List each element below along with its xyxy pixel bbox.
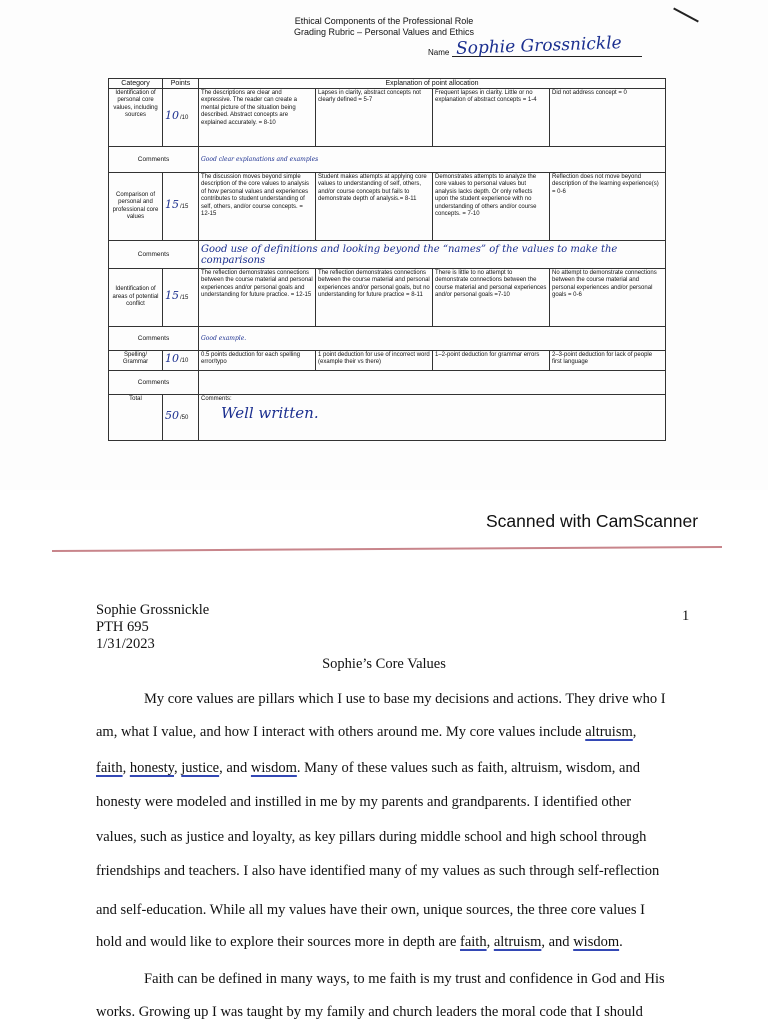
text-span: . bbox=[619, 934, 623, 950]
rubric-header-row bbox=[109, 79, 666, 89]
camscanner-watermark: Scanned with CamScanner bbox=[486, 511, 699, 531]
text-span: hold and would like to explore their sources more in depth are bbox=[96, 934, 461, 950]
criteria-cell: The descriptions are clear and expressive. The reader can create a mental picture of the situation being described. Abstract concepts are explained accurately. = 8-10 bbox=[199, 89, 316, 147]
header-date: 1/31/2023 bbox=[96, 636, 155, 652]
score-max: /10 bbox=[180, 115, 189, 122]
score-max: /15 bbox=[180, 295, 189, 302]
points-cell bbox=[163, 173, 199, 241]
score-handwritten: 10 bbox=[165, 109, 179, 123]
points-cell bbox=[163, 89, 199, 147]
essay-line: values, such as justice and loyalty, as key pillars during middle school and high school through bbox=[96, 829, 647, 845]
name-label: Name bbox=[428, 48, 450, 57]
points-cell bbox=[163, 395, 199, 441]
header-points: Points bbox=[163, 79, 199, 89]
underlined-word: faith bbox=[460, 934, 487, 950]
essay-line: and self-education. While all my values have their own, unique sources, the three core values I bbox=[96, 902, 645, 918]
criteria-cell: Student makes attempts at applying core values to understanding of self, others, and/or course concepts but fails to demonstrate depth of analysis.= 8-11 bbox=[316, 173, 433, 241]
text-span: , bbox=[122, 760, 130, 776]
essay-line bbox=[96, 724, 636, 741]
essay-line: works. Growing up I was taught by my family and church leaders the moral code that I should bbox=[96, 1004, 643, 1020]
text-span: , and bbox=[541, 934, 574, 950]
total-comment-handwritten: Well written. bbox=[221, 404, 319, 423]
text-span: am, what I value, and how I interact with others around me. My core values include bbox=[96, 724, 586, 740]
comments-label: Comments bbox=[109, 241, 199, 269]
category-cell: Spelling/ Grammar bbox=[109, 351, 163, 371]
comments-row bbox=[109, 147, 666, 173]
underlined-word: honesty bbox=[129, 760, 174, 776]
underlined-word: altruism bbox=[493, 934, 542, 950]
essay-title: Sophie’s Core Values bbox=[322, 656, 446, 672]
text-span: . Many of these values such as faith, altruism, wisdom, and bbox=[296, 760, 640, 776]
criteria-cell: Reflection does not move beyond description of the learning experience(s) = 0-6 bbox=[550, 173, 666, 241]
rubric-row-core-values bbox=[109, 89, 666, 147]
student-name-handwritten: Sophie Grossnickle bbox=[455, 33, 623, 59]
score-handwritten: 10 bbox=[165, 352, 179, 366]
criteria-cell: Frequent lapses in clarity. Little or no explanation of abstract concepts = 1-4 bbox=[433, 89, 550, 147]
score-max: /10 bbox=[180, 358, 189, 365]
score-handwritten: 50 bbox=[165, 409, 179, 423]
comment-handwritten: Good clear explanations and examples bbox=[199, 147, 666, 173]
rubric-row-spelling bbox=[109, 351, 666, 371]
score-max: /15 bbox=[180, 204, 189, 211]
total-label: Total bbox=[109, 395, 163, 441]
scanned-rubric-page bbox=[0, 0, 768, 490]
rubric-title bbox=[0, 16, 768, 38]
text-span: , and bbox=[219, 760, 251, 776]
header-course: PTH 695 bbox=[96, 619, 149, 635]
category-cell: Comparison of personal and professional core values bbox=[109, 173, 163, 241]
points-cell bbox=[163, 269, 199, 327]
underlined-word: altruism bbox=[585, 724, 633, 740]
score-handwritten: 15 bbox=[165, 289, 179, 303]
header-category: Category bbox=[109, 79, 163, 89]
score-max: /50 bbox=[180, 415, 189, 422]
underlined-word: wisdom bbox=[573, 934, 620, 950]
rubric-row-comparison bbox=[109, 173, 666, 241]
criteria-cell: The discussion moves beyond simple description of the core values to analysis of how personal values and experiences contributes to student understanding of self, others, and/or course concepts. = 12-15 bbox=[199, 173, 316, 241]
rubric-title-line2: Grading Rubric – Personal Values and Ethics bbox=[294, 27, 474, 37]
essay-line bbox=[96, 760, 640, 777]
essay-line: friendships and teachers. I also have identified many of my values as such through self-reflection bbox=[96, 863, 660, 879]
essay-line bbox=[96, 934, 623, 951]
rubric-row-conflict bbox=[109, 269, 666, 327]
comments-row bbox=[109, 241, 666, 269]
essay-page bbox=[0, 552, 768, 1024]
comment-handwritten bbox=[199, 371, 666, 395]
underlined-word: wisdom bbox=[250, 760, 297, 776]
criteria-cell: No attempt to demonstrate connections between the course material and personal experiences and/or personal goals = 0-6 bbox=[550, 269, 666, 327]
criteria-cell: There is little to no attempt to demonstrate connections between the course material and personal experiences and/or personal goals =7-10 bbox=[433, 269, 550, 327]
underlined-word: justice bbox=[181, 760, 220, 776]
comments-label: Comments bbox=[109, 327, 199, 351]
criteria-cell: 2–3-point deduction for lack of people first language bbox=[550, 351, 666, 371]
category-cell: Identification of personal core values, including sources bbox=[109, 89, 163, 147]
header-explanation: Explanation of point allocation bbox=[199, 79, 666, 89]
comments-row bbox=[109, 327, 666, 351]
comment-handwritten: Good use of definitions and looking beyond the “names” of the values to make the comparisons bbox=[199, 241, 666, 269]
text-span: , bbox=[632, 724, 637, 740]
comments-label: Comments bbox=[109, 371, 199, 395]
underlined-word: faith bbox=[96, 760, 123, 776]
points-cell bbox=[163, 351, 199, 371]
criteria-cell: 0.5 points deduction for each spelling error/typo bbox=[199, 351, 316, 371]
rubric-row-total bbox=[109, 395, 666, 441]
header-name: Sophie Grossnickle bbox=[96, 602, 210, 618]
criteria-cell: 1–2-point deduction for grammar errors bbox=[433, 351, 550, 371]
text-span: , bbox=[174, 760, 182, 776]
criteria-cell: Did not address concept = 0 bbox=[550, 89, 666, 147]
comments-row bbox=[109, 371, 666, 395]
total-comments-cell bbox=[199, 395, 666, 441]
category-cell: Identification of areas of potential conflict bbox=[109, 269, 163, 327]
total-comments-label: Comments: bbox=[201, 396, 232, 402]
rubric-title-line1: Ethical Components of the Professional Role bbox=[294, 16, 474, 26]
text-span: , bbox=[486, 934, 494, 950]
criteria-cell: Demonstrates attempts to analyze the core values to personal values but analysis lacks depth. Or only reflects upon the student experience with no understanding of others and/or course concepts. = 7-10 bbox=[433, 173, 550, 241]
essay-line: Faith can be defined in many ways, to me faith is my trust and confidence in God and His bbox=[144, 971, 665, 987]
criteria-cell: The reflection demonstrates connections between the course material and personal experiences and/or personal goals and understanding for future practice. = 12-15 bbox=[199, 269, 316, 327]
page-number: 1 bbox=[682, 608, 690, 624]
comment-handwritten: Good example. bbox=[199, 327, 666, 351]
comments-label: Comments bbox=[109, 147, 199, 173]
score-handwritten: 15 bbox=[165, 198, 179, 212]
criteria-cell: Lapses in clarity, abstract concepts not clearly defined = 5-7 bbox=[316, 89, 433, 147]
criteria-cell: The reflection demonstrates connections between the course material and personal experiences and/or personal goals, but no understanding for future practice = 8-11 bbox=[316, 269, 433, 327]
grading-rubric-table bbox=[108, 78, 666, 441]
criteria-cell: 1 point deduction for use of incorrect word (example their vs there) bbox=[316, 351, 433, 371]
essay-line: honesty were modeled and instilled in me by my parents and grandparents. I identified other bbox=[96, 794, 632, 810]
essay-line: My core values are pillars which I use to base my decisions and actions. They drive who I bbox=[144, 691, 666, 707]
